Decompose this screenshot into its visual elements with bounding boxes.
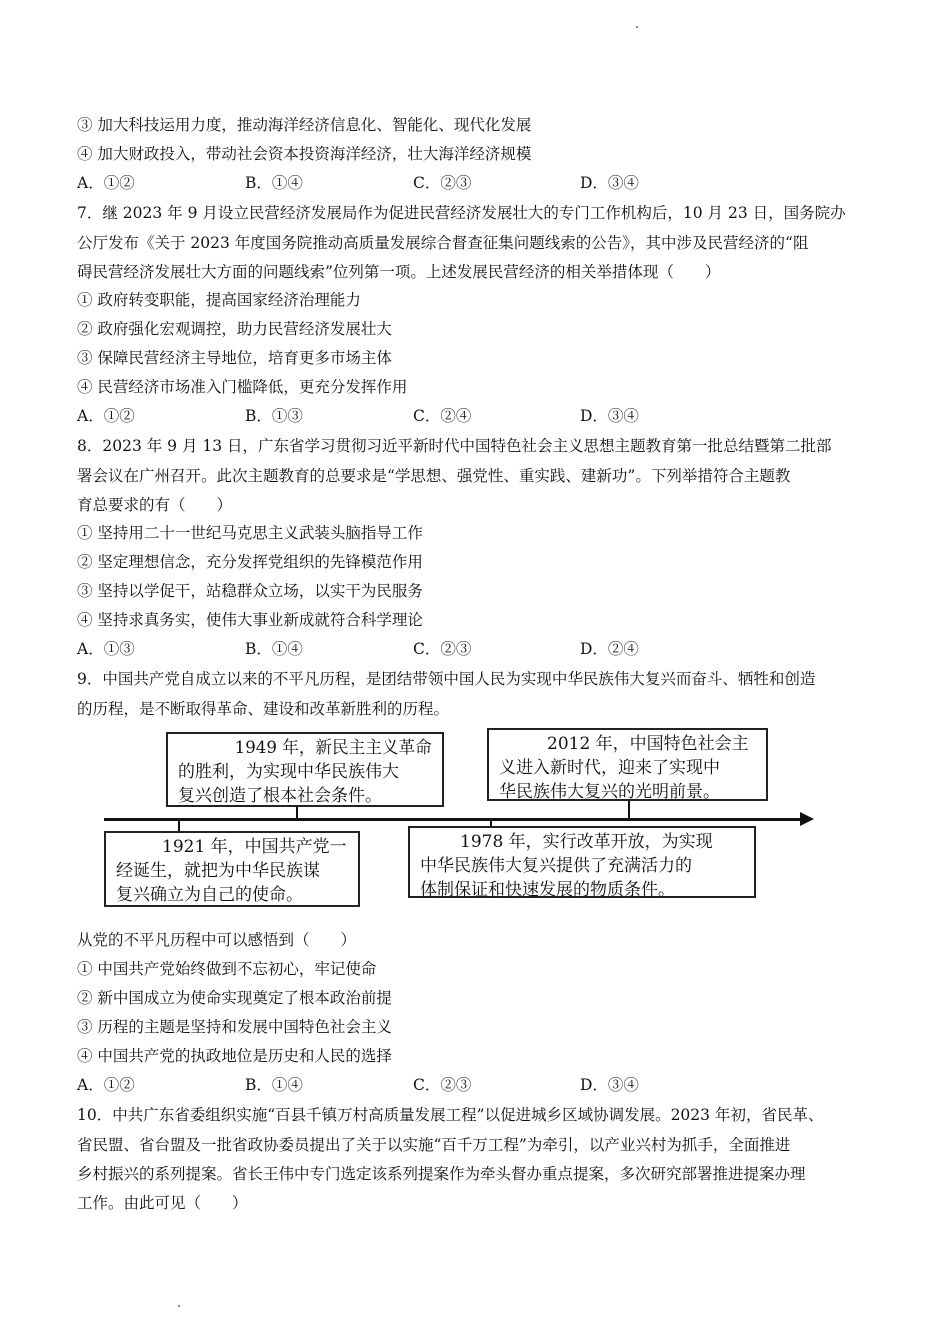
q6-option-c: C．②③: [413, 174, 472, 192]
box-1949-line-3: 复兴创造了根本社会条件。: [178, 786, 382, 806]
q7-stem-line-2: 公厅发布《关于 2023 年度国务院推动高质量发展综合督查征集问题线索的公告》，其中涉及民营经济的“阻: [77, 234, 809, 252]
q9-item-1: ① 中国共产党始终做到不忘初心，牢记使命: [77, 960, 377, 978]
box-1978-line-3: 体制保证和快速发展的物质条件。: [420, 880, 675, 900]
q7-item-3: ③ 保障民营经济主导地位，培育更多市场主体: [77, 349, 392, 367]
box-1949-line-1: 1949 年，新民主主义革命: [234, 738, 432, 758]
box-1978-line-2: 中华民族伟大复兴提供了充满活力的: [420, 856, 692, 876]
q7-stem-line-3: 碍民营经济发展壮大方面的问题线索”位列第一项。上述发展民营经济的相关举措体现（ ）: [77, 263, 721, 281]
q8-option-b: B．①④: [245, 640, 303, 658]
q10-stem-line-3: 乡村振兴的系列提案。省长王伟中专门选定该系列提案作为牵头督办重点提案，多次研究部署推进提案办理: [77, 1165, 806, 1183]
q8-option-c: C．②③: [413, 640, 472, 658]
box-2012-line-1: 2012 年，中国特色社会主: [547, 734, 749, 754]
q7-option-d: D．③④: [580, 407, 639, 425]
q9-option-b: B．①④: [245, 1076, 303, 1094]
q8-option-a: A．①③: [77, 640, 135, 658]
q9-stem-line-2: 的历程，是不断取得革命、建设和改革新胜利的历程。: [77, 700, 450, 718]
box-1978-line-1: 1978 年，实行改革开放，为实现: [460, 832, 713, 852]
timeline-box-1978: [408, 826, 756, 898]
timeline-box-1949: [166, 732, 444, 807]
q6-item-3: ③ 加大科技运用力度，推动海洋经济信息化、智能化、现代化发展: [77, 116, 532, 134]
scan-speck-top: [636, 26, 638, 28]
q8-item-1: ① 坚持用二十一世纪马克思主义武装头脑指导工作: [77, 524, 423, 542]
q7-item-1: ① 政府转变职能，提高国家经济治理能力: [77, 291, 361, 309]
q7-option-b: B．①③: [245, 407, 303, 425]
box-1921-line-3: 复兴确立为自己的使命。: [116, 885, 303, 905]
timeline-box-1921: [104, 831, 360, 907]
box-1949-line-2: 的胜利，为实现中华民族伟大: [178, 762, 399, 782]
q9-item-3: ③ 历程的主题是坚持和发展中国特色社会主义: [77, 1018, 392, 1036]
box-1921-line-1: 1921 年，中国共产党一: [162, 837, 347, 857]
q7-option-a: A．①②: [77, 407, 135, 425]
q10-stem-line-2: 省民盟、省台盟及一批省政协委员提出了关于以实施“百千万工程”为牵引，以产业兴村为抓手，全面推进: [77, 1136, 791, 1154]
q9-stem-line-1: 9．中国共产党自成立以来的不平凡历程，是团结带领中国人民为实现中华民族伟大复兴而奋斗、牺牲和创造: [77, 670, 816, 688]
q9-option-c: C．②③: [413, 1076, 472, 1094]
q9-item-4: ④ 中国共产党的执政地位是历史和人民的选择: [77, 1047, 392, 1065]
q6-option-b: B．①④: [245, 174, 303, 192]
q9-option-d: D．③④: [580, 1076, 639, 1094]
q7-stem-line-1: 7．继 2023 年 9 月设立民营经济发展局作为促进民营经济发展壮大的专门工作机构后，10 月 23 日，国务院办: [77, 204, 846, 222]
timeline-box-2012: [487, 728, 768, 801]
q8-item-2: ② 坚定理想信念，充分发挥党组织的先锋模范作用: [77, 553, 423, 571]
box-2012-line-3: 华民族伟大复兴的光明前景。: [499, 782, 720, 802]
q6-option-d: D．③④: [580, 174, 639, 192]
q6-item-4: ④ 加大财政投入，带动社会资本投资海洋经济，壮大海洋经济规模: [77, 145, 532, 163]
q7-item-2: ② 政府强化宏观调控，助力民营经济发展壮大: [77, 320, 392, 338]
q9-option-a: A．①②: [77, 1076, 135, 1094]
box-2012-line-2: 义进入新时代，迎来了实现中: [499, 758, 720, 778]
scan-speck-bottom: [178, 1305, 180, 1307]
box-1921-line-2: 经诞生，就把为中华民族谋: [116, 861, 320, 881]
q8-item-3: ③ 坚持以学促干，站稳群众立场，以实干为民服务: [77, 582, 423, 600]
q7-item-4: ④ 民营经济市场准入门槛降低，更充分发挥作用: [77, 378, 408, 396]
timeline-axis: [104, 818, 804, 821]
q8-stem-line-3: 育总要求的有（ ）: [77, 496, 233, 514]
q9-question: 从党的不平凡历程中可以感悟到（ ）: [77, 931, 357, 949]
timeline-arrow-head: [800, 812, 814, 826]
q8-item-4: ④ 坚持求真务实，使伟大事业新成就符合科学理论: [77, 611, 423, 629]
q10-stem-line-4: 工作。由此可见（ ）: [77, 1194, 248, 1212]
q6-option-a: A．①②: [77, 174, 135, 192]
q8-option-d: D．②④: [580, 640, 639, 658]
q10-stem-line-1: 10．中共广东省委组织实施“百县千镇万村高质量发展工程”以促进城乡区域协调发展。2023 年初，省民革、: [77, 1106, 824, 1124]
q9-item-2: ② 新中国成立为使命实现奠定了根本政治前提: [77, 989, 392, 1007]
q7-option-c: C．②④: [413, 407, 472, 425]
q8-stem-line-2: 署会议在广州召开。此次主题教育的总要求是“学思想、强党性、重实践、建新功”。下列举措符合主题教: [77, 467, 791, 485]
q8-stem-line-1: 8．2023 年 9 月 13 日，广东省学习贯彻习近平新时代中国特色社会主义思想主题教育第一批总结暨第二批部: [77, 437, 832, 455]
